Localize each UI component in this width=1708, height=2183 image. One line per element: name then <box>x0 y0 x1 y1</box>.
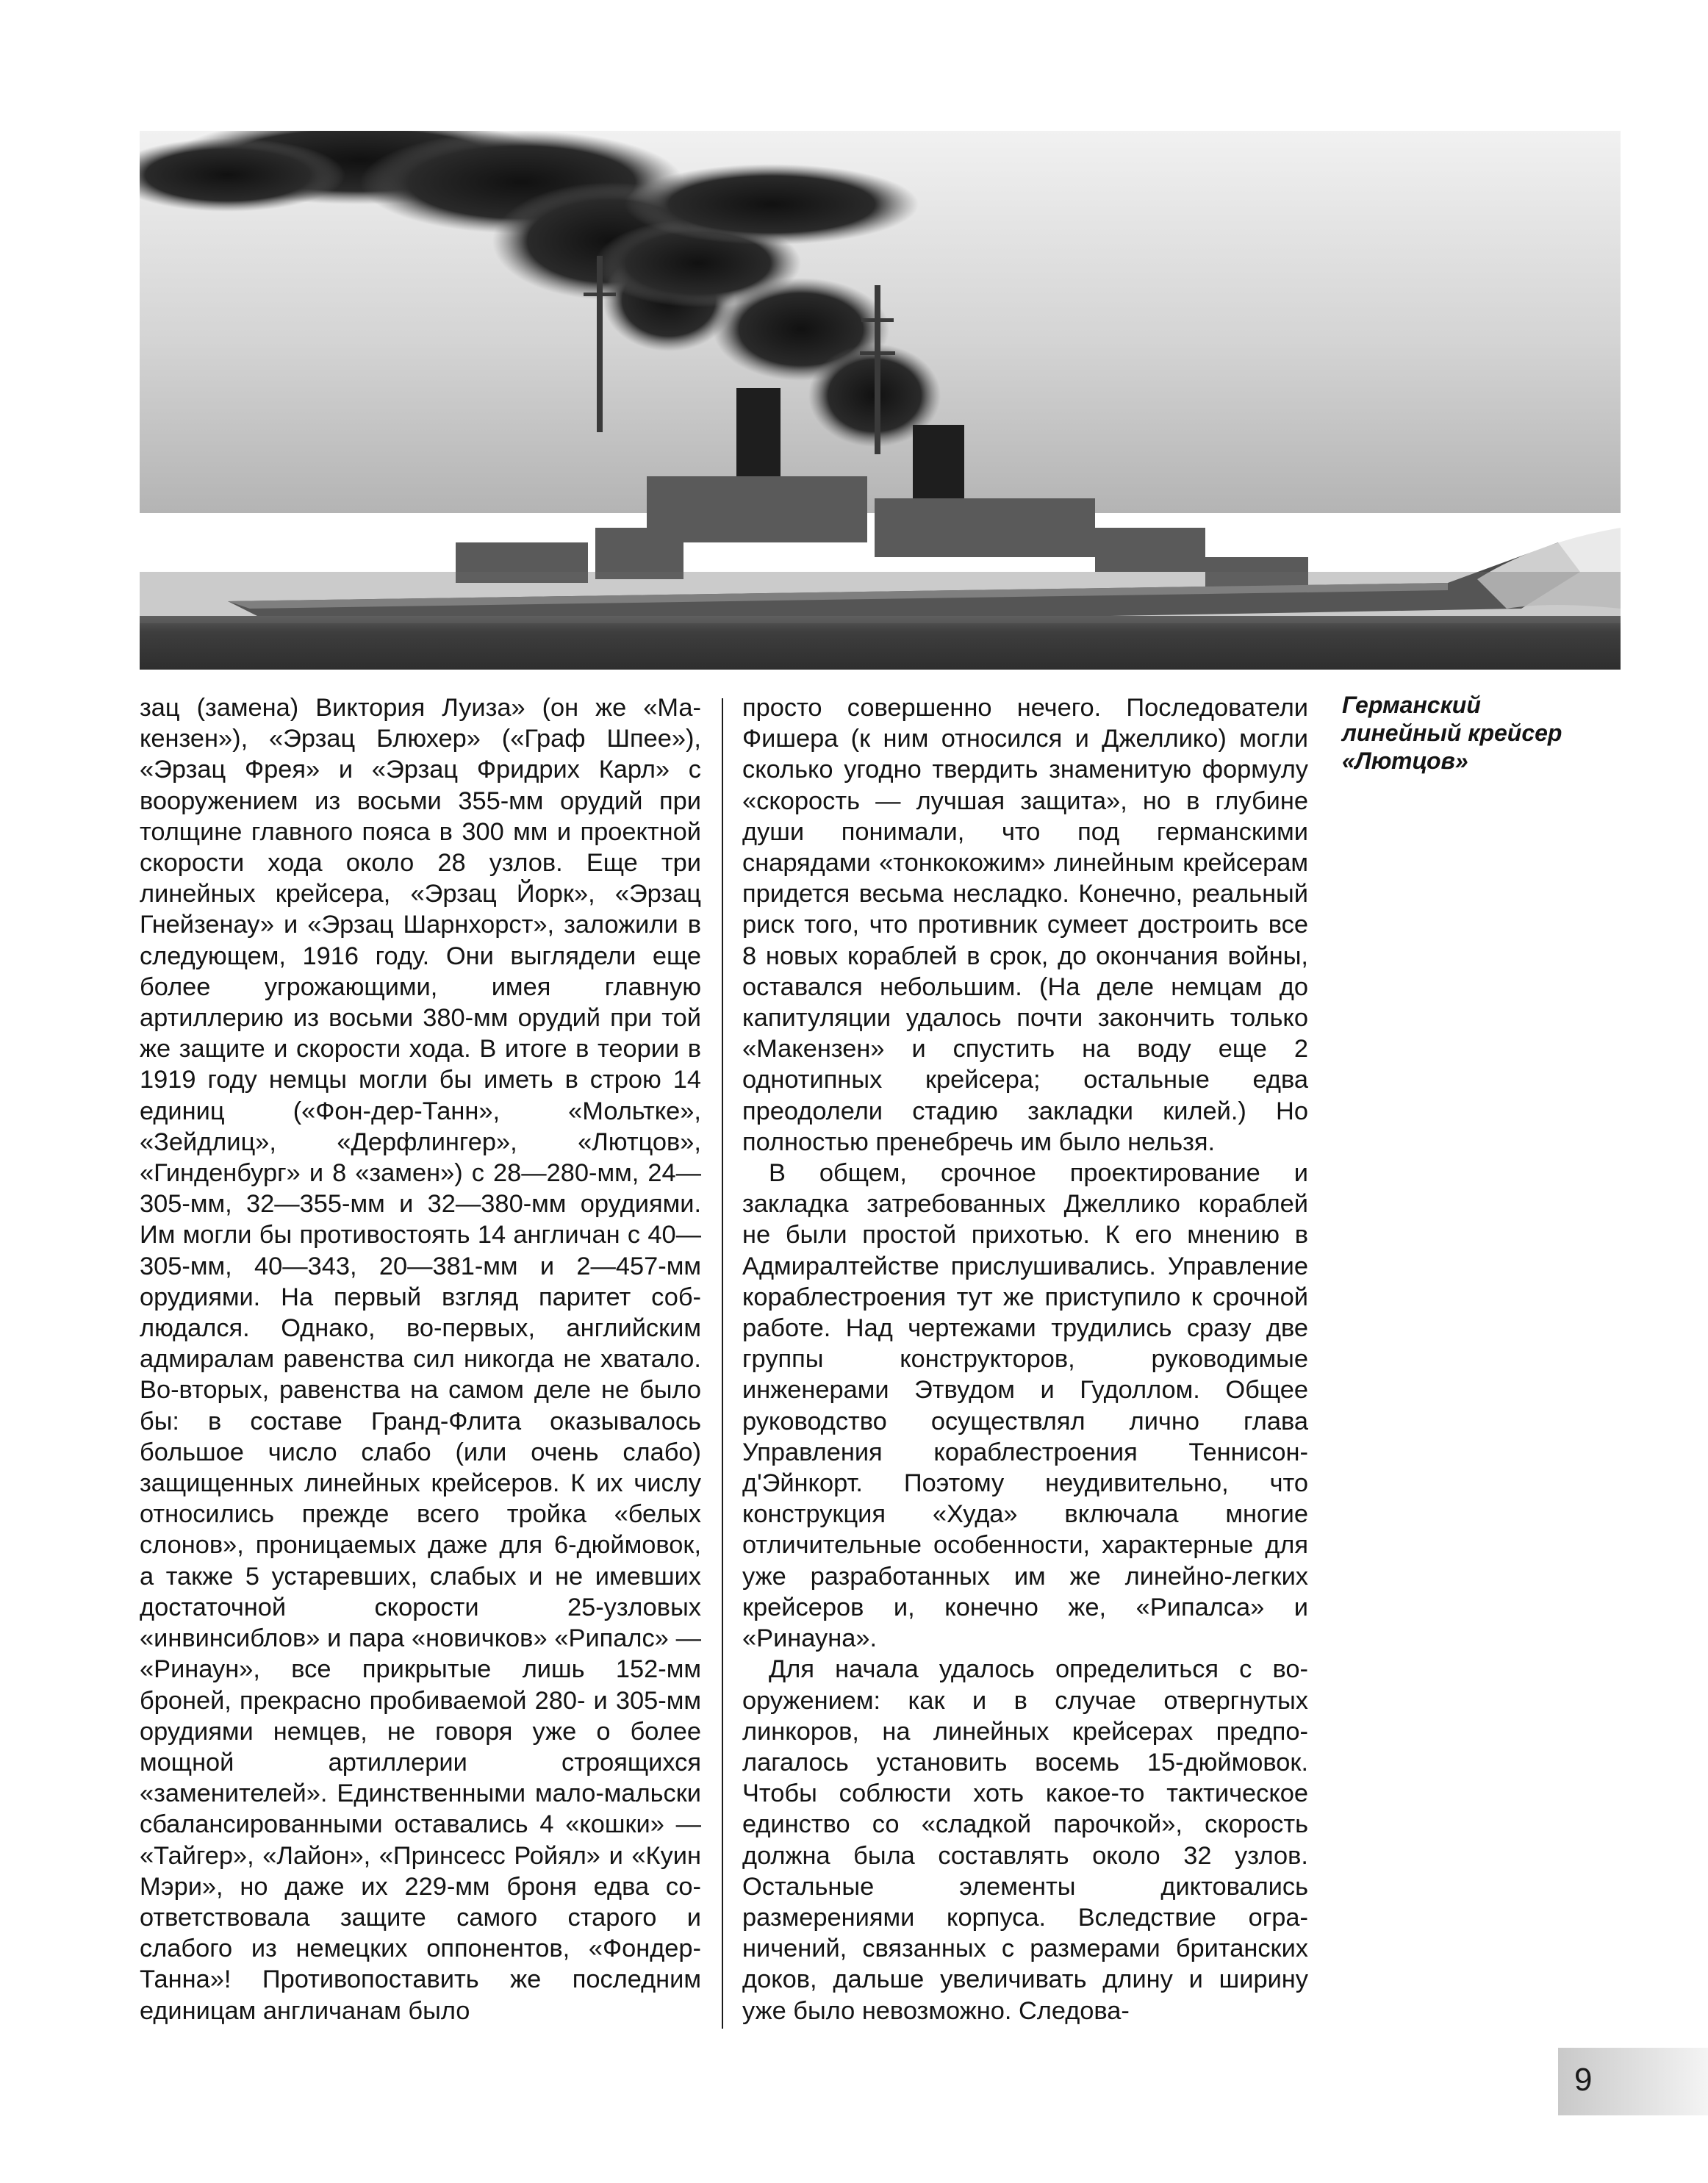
paragraph: зац (замена) Виктория Луиза» (он же «Макензен»), «Эрзац Блюхер» («Граф Шпее»), «Эрзац Фрея» и «Эрзац Фридрих Карл» с вооружением из восьми 355-мм орудий при толщине главного пояса в 300 мм и проектной скорости хода около 28 узлов. Еще три линейных крейсера, «Эрзац Йорк», «Эрзац Гнейзенау» и «Эрзац Шарнхорст», заложили в следующем, 1916 году. Они выглядели еще более угрожающими, имея главную артиллерию из восьми 380-мм орудий при той же защите и скорости хода. В итоге в теории в 1919 году немцы могли бы иметь в строю 14 единиц («Фон-дер-Танн», «Мольтке», «Зейдлиц», «Дерфлингер», «Лютцов», «Гинденбург» и 8 «замен») с 28—280-мм, 24—305-мм, 32—355-мм и 32—380-мм орудиями. Им могли бы противостоять 14 англичан с 40—305-мм, 40—343, 20—381-мм и 2—457-мм орудиями. На первый взгляд паритет соблюдался. Однако, во-первых, английским адмиралам равенства сил никогда не хватало. Во-вторых, равенства на самом деле не было бы: в составе Гранд-Флита оказывалось большое число слабо (или очень слабо) защищенных линейных крейсеров. К их числу относились прежде всего тройка «белых слонов», проницаемых даже для 6-дюймовок, а также 5 устаревших, слабых и не имевших достаточной скорости 25-узловых «инвинсиблов» и пара «новичков» «Рипалс» — «Ринаун», все прикрытые лишь 152-мм броней, прекрасно пробиваемой 280- и 305-мм орудиями немцев, не говоря уже о более мощной артиллерии строящихся «заменителей». Единственными мало-мальски сбалансированными оставались 4 «кошки» — «Тайгер», «Лайон», «Принсесс Ройял» и «Куин Мэри», но даже их 229-мм броня едва соответствовала защите самого старого и слабого из немецких оппонентов, «Фондер-Танна»! Противопоставить же последним единицам англичанам было <box>140 694 701 2025</box>
paragraph: В общем, срочное проектирование и закладка затребованных Джеллико кораблей не были простой прихотью. К его мнению в Адмиралтействе прислушивались. Управление кораблестроения тут же приступило к срочной работе. Над чертежами трудились сразу две группы конструкторов, руководимые инженерами Этвудом и Гудоллом. Общее руководство осуществлял лично глава Управления кораблестроения Теннисон-д'Эйнкорт. Поэтому неудивительно, что конструкция «Худа» включала многие отличительные особенности, характерные для уже разработанных им же линейно-легких крейсеров и, конечно же, «Рипалса» и «Ринауна». <box>742 1159 1308 1653</box>
caption-line-3: «Лютцов» <box>1342 748 1468 774</box>
paragraph: Для начала удалось определиться с вооружением: как и в случае отвергнутых линкоров, на линейных крейсерах предполагалось установить восемь 15-дюймовок. Чтобы соблюсти хоть какое-то тактическое единство со «сладкой парочкой», скорость должна была составлять около 32 узлов. Остальные элементы диктовались размерениями корпуса. Вследствие ограничений, связанных с размерами британских доков, дальше увеличивать длину и ширину уже было невозможно. Следова- <box>742 1655 1308 2025</box>
photo-caption <box>1342 691 1577 775</box>
sea <box>140 616 1621 670</box>
ship-photo <box>140 131 1621 670</box>
battlecruiser-photo-illustration <box>140 131 1621 670</box>
caption-line-2: линейный крейсер <box>1342 720 1562 746</box>
column-divider <box>722 698 723 2029</box>
caption-line-1: Германский <box>1342 692 1481 718</box>
paragraph: просто совершенно нечего. Последователи Фишера (к ним относился и Джеллико) могли сколько угодно твердить знаменитую формулу «скорость — лучшая защита», но в глубине души понимали, что под германскими снарядами «тонкокожим» линейным крейсерам придется весьма несладко. Конечно, реальный риск того, что противник сумеет достроить все 8 новых кораблей в срок, до окончания войны, оставался небольшим. (На деле немцам до капитуляции удалось почти закончить только «Макензен» и спустить на воду еще 2 однотипных крейсера; остальные едва преодолели стадию закладки килей.) Но полностью пренебречь им было нельзя. <box>742 694 1308 1156</box>
text-column-left <box>140 692 701 2026</box>
text-column-right <box>742 692 1308 2026</box>
page-number: 9 <box>1574 2062 1593 2098</box>
